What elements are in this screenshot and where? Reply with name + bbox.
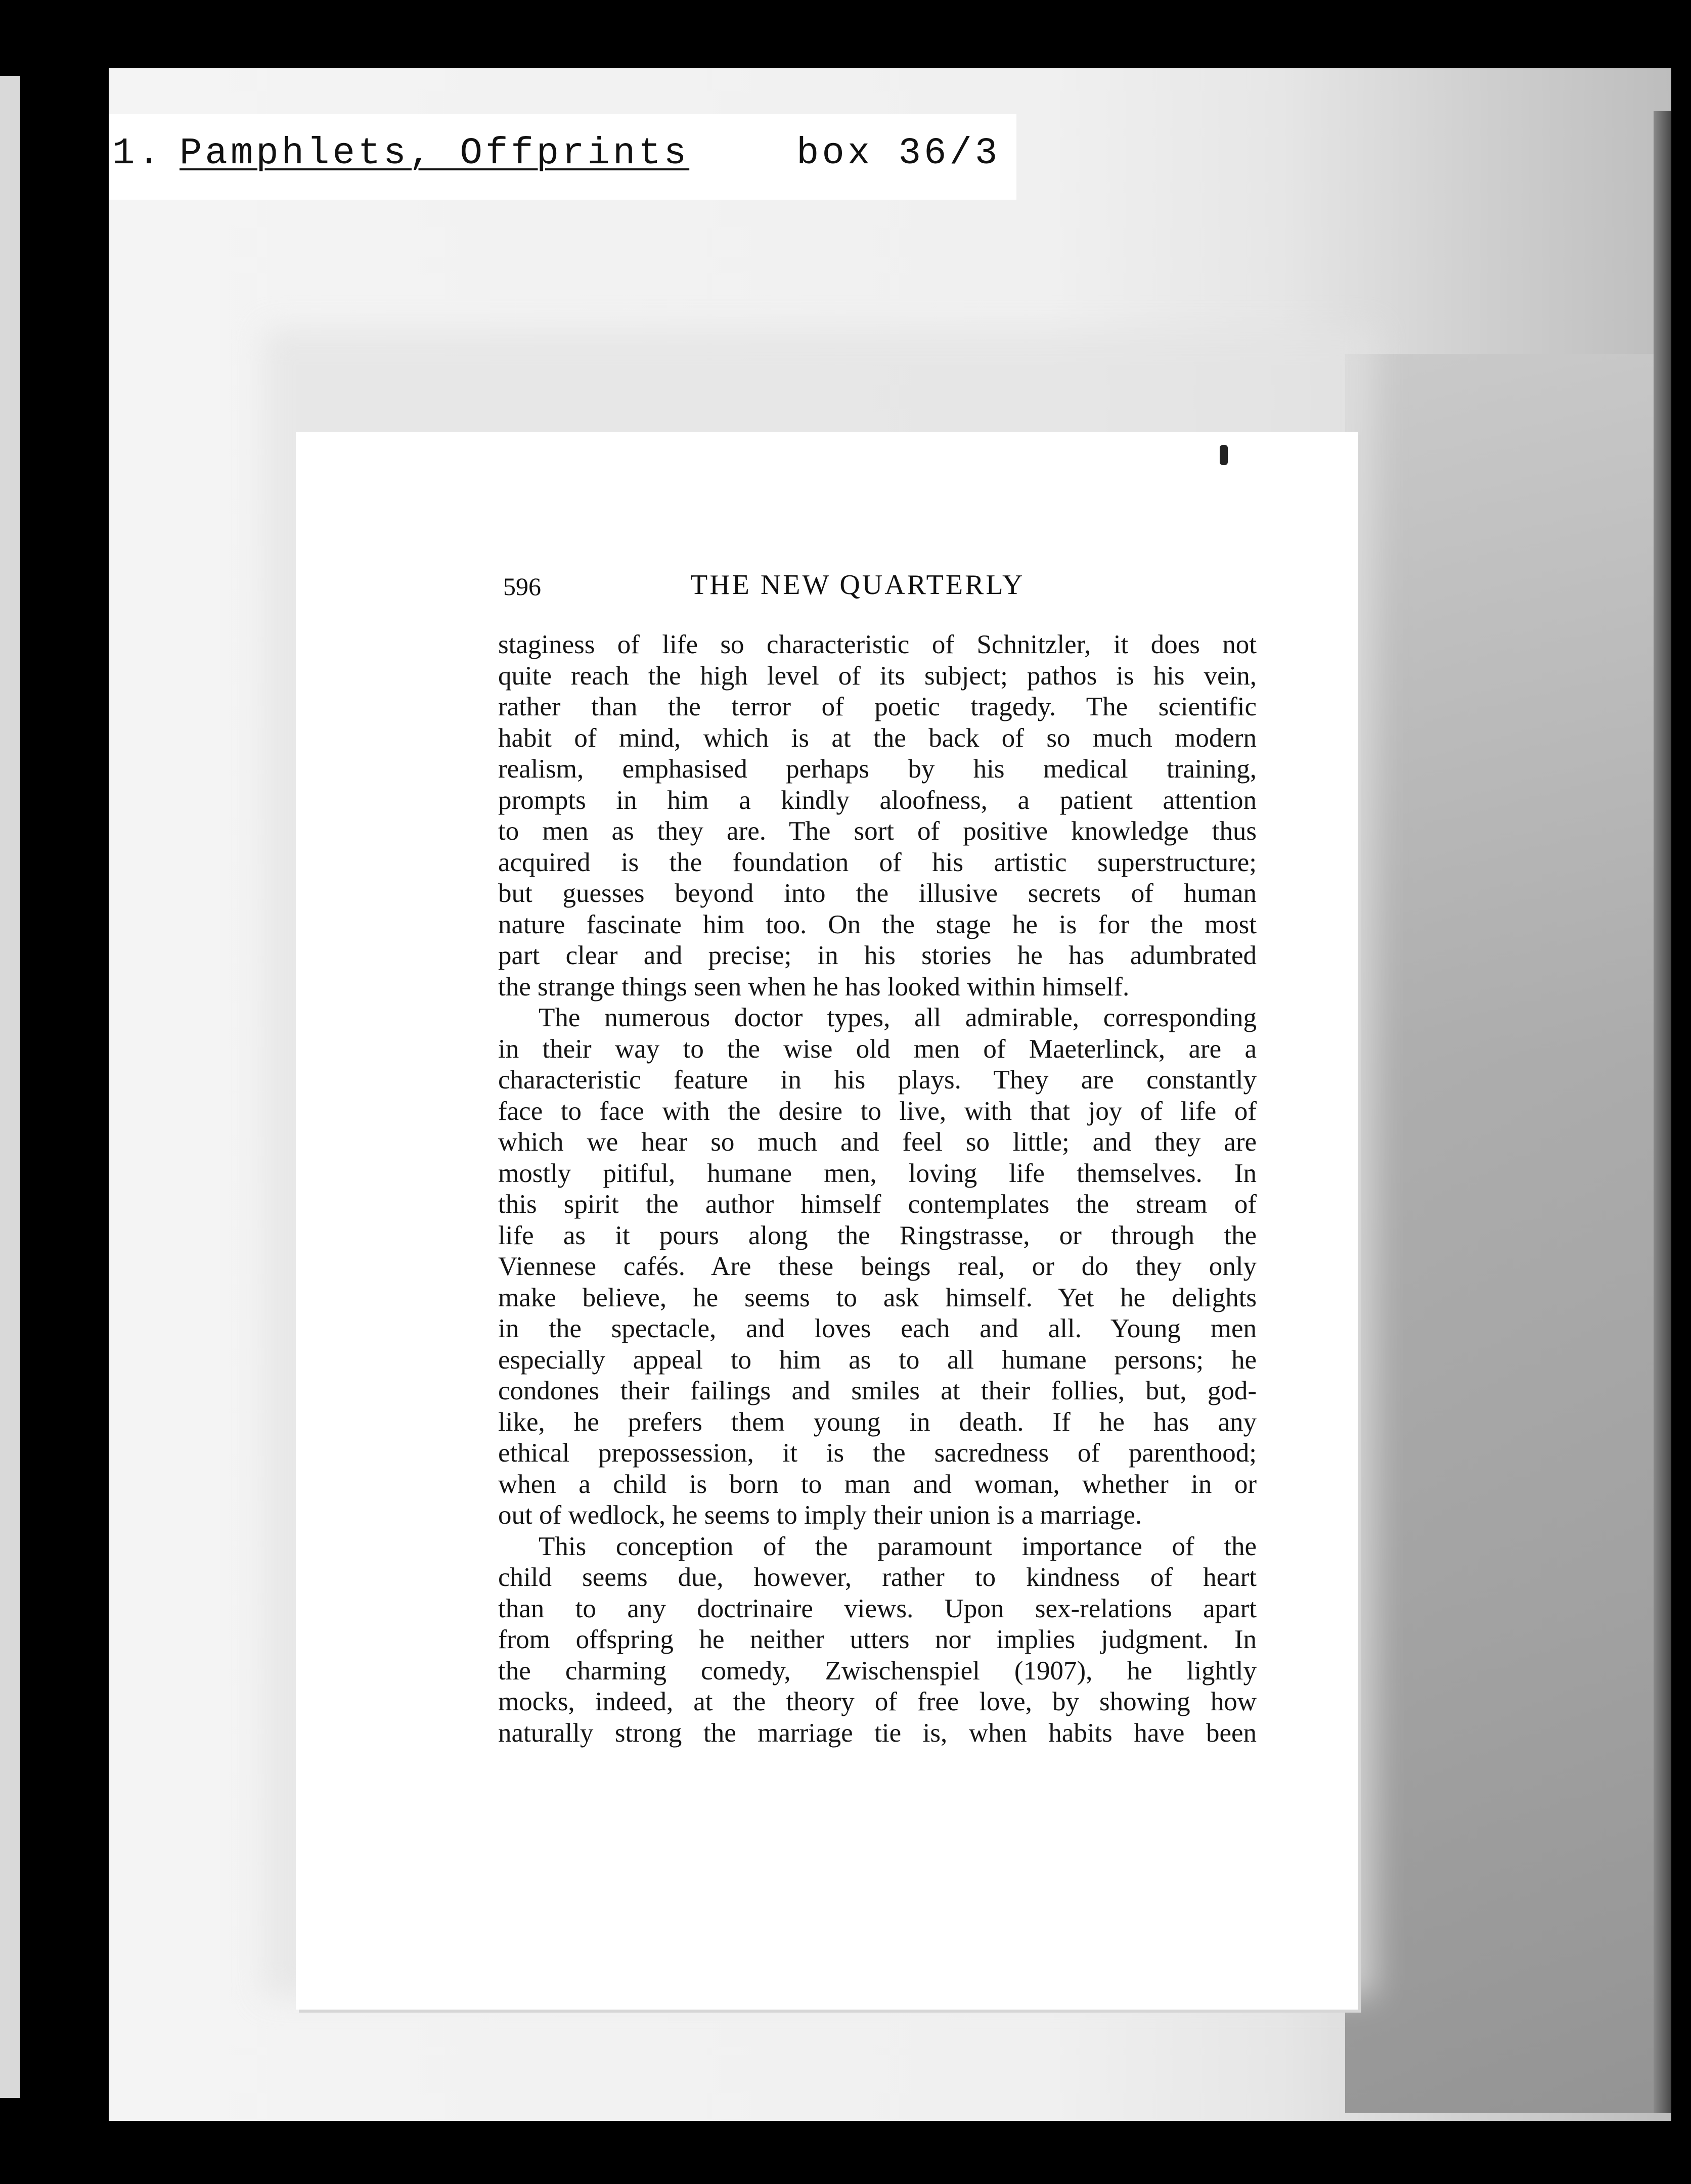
text-line: This conception of the paramount importance of the [539, 1531, 1257, 1561]
page-number: 596 [503, 572, 541, 601]
text-line: out of wedlock, he seems to imply their union is a marriage. [498, 1500, 1142, 1530]
board-right-edge [1654, 111, 1671, 2113]
text-line: realism, emphasised perhaps by his medical training, [498, 754, 1257, 784]
text-line: nature fascinate him too. On the stage he is for the most [498, 909, 1257, 939]
text-line: mocks, indeed, at the theory of free love, by showing how [498, 1687, 1257, 1716]
text-line: mostly pitiful, humane men, loving life themselves. In [498, 1158, 1257, 1188]
text-line: this spirit the author himself contemplates the stream of [498, 1190, 1257, 1219]
text-line: in their way to the wise old men of Maeterlinck, are a [498, 1034, 1257, 1064]
text-line: than to any doctrinaire views. Upon sex-relations apart [498, 1594, 1257, 1623]
text-line: condones their failings and smiles at their follies, but, god- [498, 1376, 1257, 1405]
text-line: acquired is the foundation of his artistic superstructure; [498, 847, 1257, 877]
text-line: characteristic feature in his plays. They are constantly [498, 1065, 1257, 1095]
ink-blot-mark [1220, 445, 1228, 465]
archive-label-title: Pamphlets, Offprints [180, 132, 690, 175]
text-line: ethical prepossession, it is the sacredness of parenthood; [498, 1438, 1257, 1468]
text-line: quite reach the high level of its subject; pathos is his vein, [498, 661, 1257, 691]
archive-label-box: box 36/3 [796, 132, 1001, 175]
text-line: the charming comedy, Zwischenspiel (1907), he lightly [498, 1656, 1257, 1686]
text-line: naturally strong the marriage tie is, when habits have been [498, 1718, 1257, 1748]
text-line: which we hear so much and feel so little; and they are [498, 1127, 1257, 1157]
journal-title: THE NEW QUARTERLY [690, 569, 1025, 601]
text-line: staginess of life so characteristic of Schnitzler, it does not [498, 630, 1257, 659]
text-line: life as it pours along the Ringstrasse, or through the [498, 1220, 1257, 1250]
text-line: Viennese cafés. Are these beings real, or do they only [498, 1252, 1257, 1281]
text-line: The numerous doctor types, all admirable, corresponding [539, 1003, 1257, 1032]
text-line: when a child is born to man and woman, whether in or [498, 1469, 1257, 1499]
text-line: to men as they are. The sort of positive knowledge thus [498, 816, 1257, 846]
text-line: from offspring he neither utters nor implies judgment. In [498, 1625, 1257, 1654]
text-line: habit of mind, which is at the back of so much modern [498, 723, 1257, 753]
body-text [498, 629, 1257, 1762]
text-line: make believe, he seems to ask himself. Yet he delights [498, 1283, 1257, 1312]
text-line: prompts in him a kindly aloofness, a patient attention [498, 785, 1257, 815]
text-line: but guesses beyond into the illusive secrets of human [498, 879, 1257, 908]
archive-label-number: 1. [112, 132, 163, 175]
adjacent-sheet-edge [0, 76, 20, 2098]
text-line: especially appeal to him as to all humane persons; he [498, 1345, 1257, 1375]
text-line: in the spectacle, and loves each and all. Young men [498, 1314, 1257, 1343]
text-line: child seems due, however, rather to kindness of heart [498, 1563, 1257, 1592]
text-line: the strange things seen when he has looked within himself. [498, 972, 1130, 1002]
running-head [503, 569, 1252, 604]
text-line: like, he prefers them young in death. If he has any [498, 1407, 1257, 1437]
text-line: rather than the terror of poetic tragedy. The scientific [498, 692, 1257, 721]
board-shadow-region [1345, 354, 1669, 2113]
text-line: part clear and precise; in his stories he has adumbrated [498, 941, 1257, 970]
text-line: face to face with the desire to live, with that joy of life of [498, 1096, 1257, 1126]
